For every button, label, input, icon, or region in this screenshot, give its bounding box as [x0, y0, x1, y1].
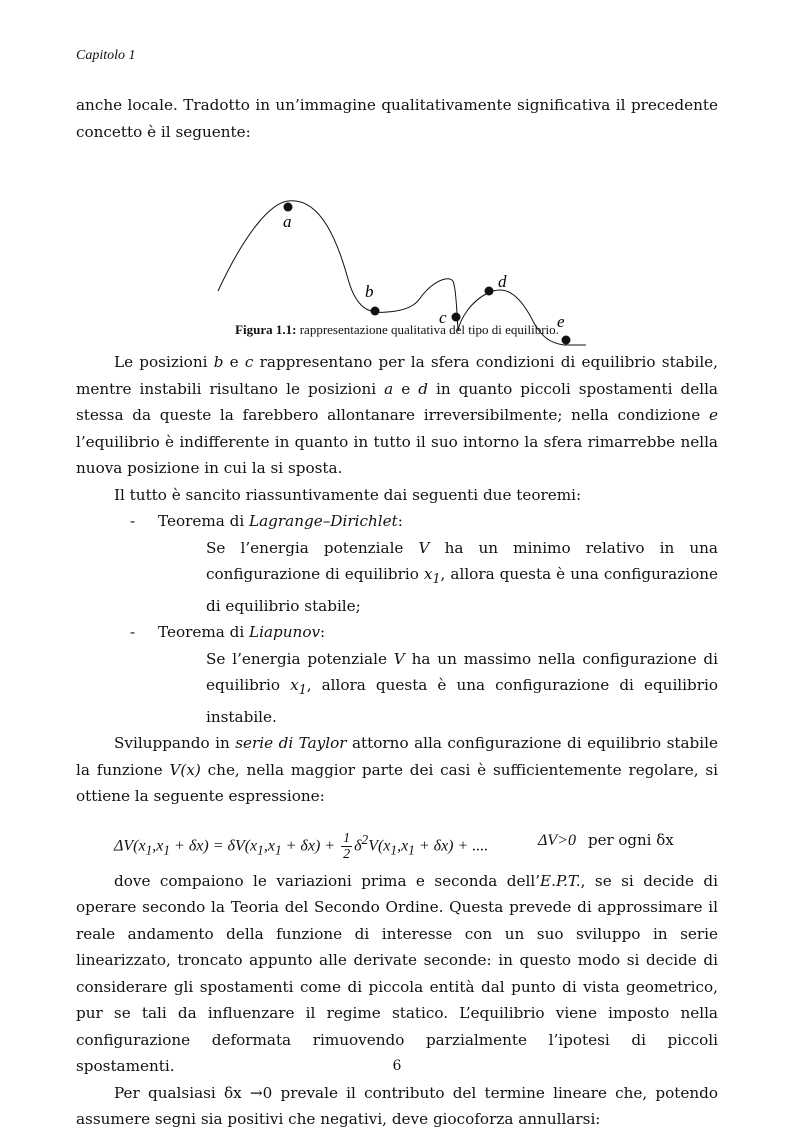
- paragraph-positions: [76, 349, 718, 482]
- eq-sub: 1: [390, 842, 398, 858]
- text-run: che, nella maggior parte dei casi è sufficientemente regolare, si ottiene la seguente espressione:: [76, 760, 718, 806]
- text-run: Se l’energia potenziale: [206, 649, 394, 668]
- equation-body: [114, 827, 488, 864]
- var-x: x: [290, 676, 299, 695]
- subscript: 1: [432, 571, 441, 587]
- page-number: 6: [392, 1058, 402, 1074]
- text-run: rappresentano per la sfera condizioni di equilibrio stabile, mentre instabili risultano le posizioni: [76, 353, 718, 398]
- ball-a: [284, 203, 293, 212]
- text-run: attorno alla configurazione di equilibrio stabile la funzione: [76, 734, 718, 779]
- text-run: Le posizioni: [114, 353, 214, 371]
- theorem-prefix: Teorema di: [158, 623, 250, 642]
- theorem-liapunov: [130, 619, 718, 646]
- eq-run: + δx) = δV(x: [170, 836, 258, 854]
- text-run: Sviluppando in: [114, 734, 236, 753]
- text-run: , allora questa è una configurazione di equilibrio stabile;: [206, 565, 718, 615]
- text-run: ha un massimo nella configurazione di equilibrio: [206, 649, 718, 695]
- text-run: dove compaiono le variazioni prima e seconda dell’: [114, 871, 541, 890]
- eq-run: ,x: [397, 836, 409, 854]
- theorem-suffix: :: [397, 512, 403, 530]
- var-d: d: [418, 379, 428, 398]
- label-d: d: [498, 272, 507, 291]
- subscript: 1: [298, 682, 307, 698]
- ball-e: [562, 336, 571, 345]
- condition-text: per ogni δx: [587, 830, 674, 849]
- label-b: b: [365, 282, 374, 301]
- var-c: c: [244, 353, 254, 371]
- eq-sub: 1: [163, 842, 171, 858]
- theorem-name: Lagrange–Dirichlet: [249, 512, 398, 530]
- var-v: V: [393, 649, 405, 668]
- paragraph-intro: anche locale. Tradotto in un’immagine qualitativamente significativa il precedente concetto è il seguente:: [76, 96, 718, 141]
- label-e: e: [557, 312, 565, 331]
- text-run: e: [223, 353, 245, 371]
- ball-d: [485, 287, 494, 296]
- paragraph-theorems-intro: Il tutto è sancito riassuntivamente dai seguenti due teoremi:: [114, 485, 582, 504]
- eq-run: ,x: [152, 836, 164, 854]
- list-dash: -: [130, 512, 136, 530]
- text-run: , se si decide di operare secondo la Teoria del Secondo Ordine. Questa prevede di approssimare il reale andamento della funzione di interesse con un suo sviluppo in serie linearizzato, troncato appunto alle derivate seconde: in questo modo si decide di considerare gli spostamenti come di piccola entità dal punto di vista geometrico, pur se tali da influenzare il regime statico. L’equilibrio viene imposto nella configurazione deformata rimuovendo parzialmente l’ipotesi di piccoli spostamenti.: [76, 871, 718, 1076]
- paragraph-linear-term: Per qualsiasi δx →0 prevale il contributo del termine lineare che, potendo assumere segni sia positivi che negativi, deve giocoforza annullarsi:: [76, 1083, 718, 1129]
- eq-sub: 1: [145, 842, 153, 858]
- running-header: Capitolo 1: [76, 48, 136, 63]
- term-ept: E.P.T.: [540, 871, 581, 890]
- term-taylor-series: serie di Taylor: [235, 734, 347, 753]
- ball-c: [452, 313, 461, 322]
- theorem-prefix: Teorema di: [158, 512, 250, 530]
- fraction-denominator: 2: [343, 846, 351, 862]
- theorem-suffix: :: [320, 623, 326, 642]
- var-x: x: [423, 565, 433, 583]
- paragraph-second-order: [76, 868, 718, 1080]
- text-run: Se l’energia potenziale: [206, 538, 419, 557]
- equation-condition: [538, 827, 674, 855]
- list-dash: -: [130, 623, 136, 642]
- eq-run: V(x: [368, 836, 391, 854]
- theorem-lagrange-statement: [206, 535, 718, 620]
- eq-sub: 1: [274, 842, 282, 858]
- eq-run: ΔV(x: [114, 836, 146, 854]
- theorem-liapunov-statement: [206, 646, 718, 731]
- text-run: l’equilibrio è indifferente in quanto in tutto il suo intorno la sfera rimarrebbe nella nuova posizione in cui la si sposta.: [76, 432, 718, 477]
- theorem-lagrange: [130, 508, 718, 535]
- eq-run: ,x: [263, 836, 275, 854]
- var-b: b: [213, 353, 224, 371]
- var-a: a: [384, 379, 394, 398]
- condition-inequality: ΔV>0: [538, 831, 576, 849]
- text-run: e: [393, 379, 419, 398]
- text-run: ha un minimo relativo in una configurazione di equilibrio: [206, 538, 718, 583]
- eq-run: + δx) +: [281, 836, 340, 854]
- eq-run: δ: [354, 836, 362, 854]
- fraction-one-half: [341, 831, 352, 862]
- body-text: [76, 92, 718, 1133]
- text-run: in quanto piccoli spostamenti della stessa da queste la farebbero allontanare irreversibilmente; nella condizione: [76, 379, 718, 424]
- var-e: e: [709, 406, 718, 424]
- caption-label: Figura 1.1:: [235, 322, 297, 337]
- eq-sub: 1: [257, 842, 264, 858]
- eq-sup: 2: [361, 831, 369, 847]
- eq-run: + δx) + ....: [414, 836, 489, 854]
- ball-b: [371, 307, 380, 316]
- var-v: V: [418, 538, 430, 557]
- fraction-numerator: 1: [343, 830, 351, 846]
- var-vx: V(x): [169, 760, 201, 779]
- eq-sub: 1: [408, 842, 415, 858]
- label-a: a: [283, 212, 292, 231]
- label-c: c: [439, 308, 447, 327]
- theorem-name: Liapunov: [249, 623, 321, 642]
- text-run: , allora questa è una configurazione di equilibrio instabile.: [206, 676, 718, 726]
- figure-caption: [76, 321, 718, 339]
- caption-text: rappresentazione qualitativa del tipo di equilibrio.: [296, 322, 559, 337]
- paragraph-taylor: [76, 730, 718, 810]
- taylor-equation: [76, 814, 718, 866]
